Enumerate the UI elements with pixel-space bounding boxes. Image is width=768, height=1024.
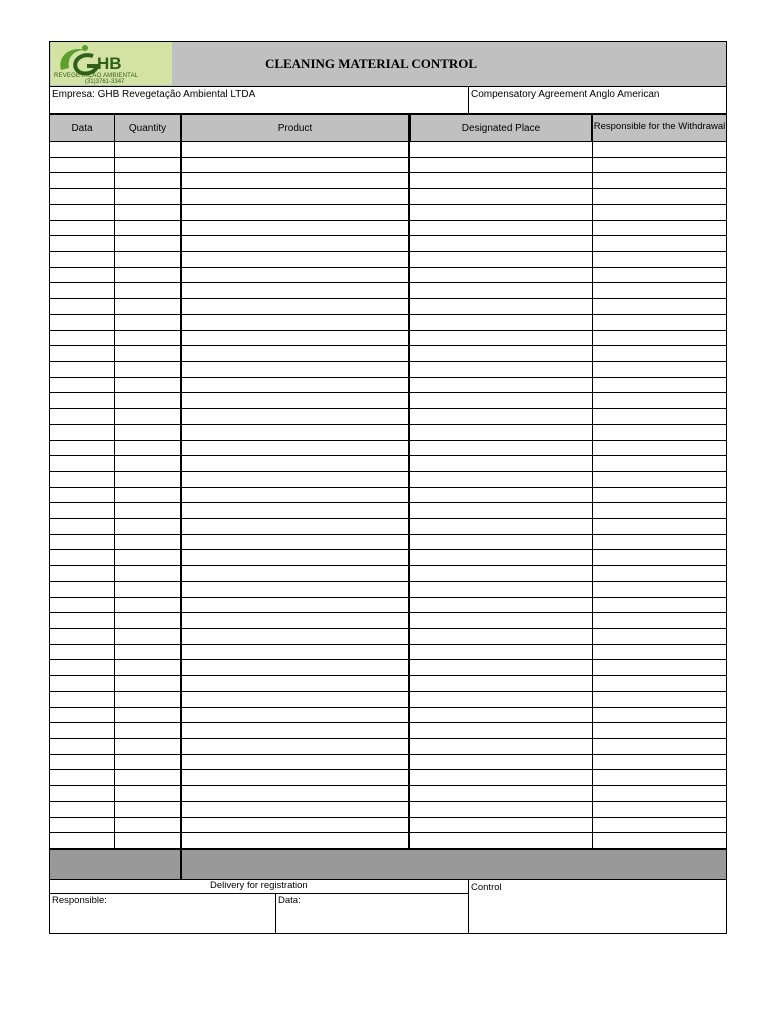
table-row[interactable] [49,472,727,488]
table-row[interactable] [49,425,727,441]
table-row[interactable] [49,550,727,566]
table-row[interactable] [49,535,727,551]
column-header-data-label: Data [71,122,93,134]
logo-phone: (31)3761-3347 [85,79,125,85]
table-row[interactable] [49,236,727,252]
company-name: Empresa: GHB Revegetação Ambiental LTDA [52,89,256,100]
column-divider [408,142,410,849]
column-header-data [49,114,115,142]
table-row[interactable] [49,142,727,158]
footer-band-right [180,849,727,880]
column-divider [592,142,593,849]
footer-band-left [49,849,181,880]
table-row[interactable] [49,189,727,205]
column-header-product-label: Product [277,122,313,134]
date-field[interactable] [275,893,469,934]
table-row[interactable] [49,205,727,221]
table-row[interactable] [49,645,727,661]
table-row[interactable] [49,362,727,378]
table-row[interactable] [49,770,727,786]
table-row[interactable] [49,598,727,614]
logo-tagline: REVEGETAÇÃO AMBIENTAL [54,73,139,79]
column-header-responsible [592,114,727,142]
company-logo [51,42,172,85]
column-header-designated-place-label: Designated Place [461,122,541,134]
table-row[interactable] [49,708,727,724]
table-row[interactable] [49,629,727,645]
column-divider [49,142,50,849]
table-row[interactable] [49,346,727,362]
table-row[interactable] [49,315,727,331]
column-header-product [180,114,410,142]
table-row[interactable] [49,503,727,519]
column-divider [180,142,182,849]
table-row[interactable] [49,676,727,692]
table-row[interactable] [49,456,727,472]
table-row[interactable] [49,660,727,676]
table-row[interactable] [49,802,727,818]
table-row[interactable] [49,441,727,457]
table-row[interactable] [49,723,727,739]
form-title: CLEANING MATERIAL CONTROL [264,56,478,71]
table-row[interactable] [49,786,727,802]
control-field[interactable] [468,879,727,934]
table-row[interactable] [49,488,727,504]
table-row[interactable] [49,378,727,394]
responsible-label: Responsible: [52,895,107,906]
table-row[interactable] [49,173,727,189]
table-row[interactable] [49,252,727,268]
info-divider [468,86,469,114]
svg-text:HB: HB [97,54,122,73]
table-row[interactable] [49,582,727,598]
table-row[interactable] [49,283,727,299]
table-row[interactable] [49,692,727,708]
column-header-quantity-label: Quantity [128,122,167,134]
table-row[interactable] [49,158,727,174]
table-row[interactable] [49,519,727,535]
table-row[interactable] [49,818,727,834]
date-label: Data: [278,895,301,906]
table-row[interactable] [49,409,727,425]
table-row[interactable] [49,268,727,284]
delivery-label: Delivery for registration [210,880,308,891]
column-header-quantity [114,114,181,142]
column-header-responsible-label: Responsible for the Withdrawal [593,121,726,132]
table-row[interactable] [49,739,727,755]
table-row[interactable] [49,331,727,347]
column-header-designated-place [409,114,593,142]
agreement-name: Compensatory Agreement Anglo American [471,89,660,100]
table-row[interactable] [49,833,727,849]
column-divider [114,142,115,849]
table-row[interactable] [49,755,727,771]
table-row[interactable] [49,613,727,629]
table-row[interactable] [49,393,727,409]
control-label: Control [471,882,502,893]
table-row[interactable] [49,566,727,582]
table-row[interactable] [49,299,727,315]
column-divider [726,142,727,849]
table-row[interactable] [49,221,727,237]
